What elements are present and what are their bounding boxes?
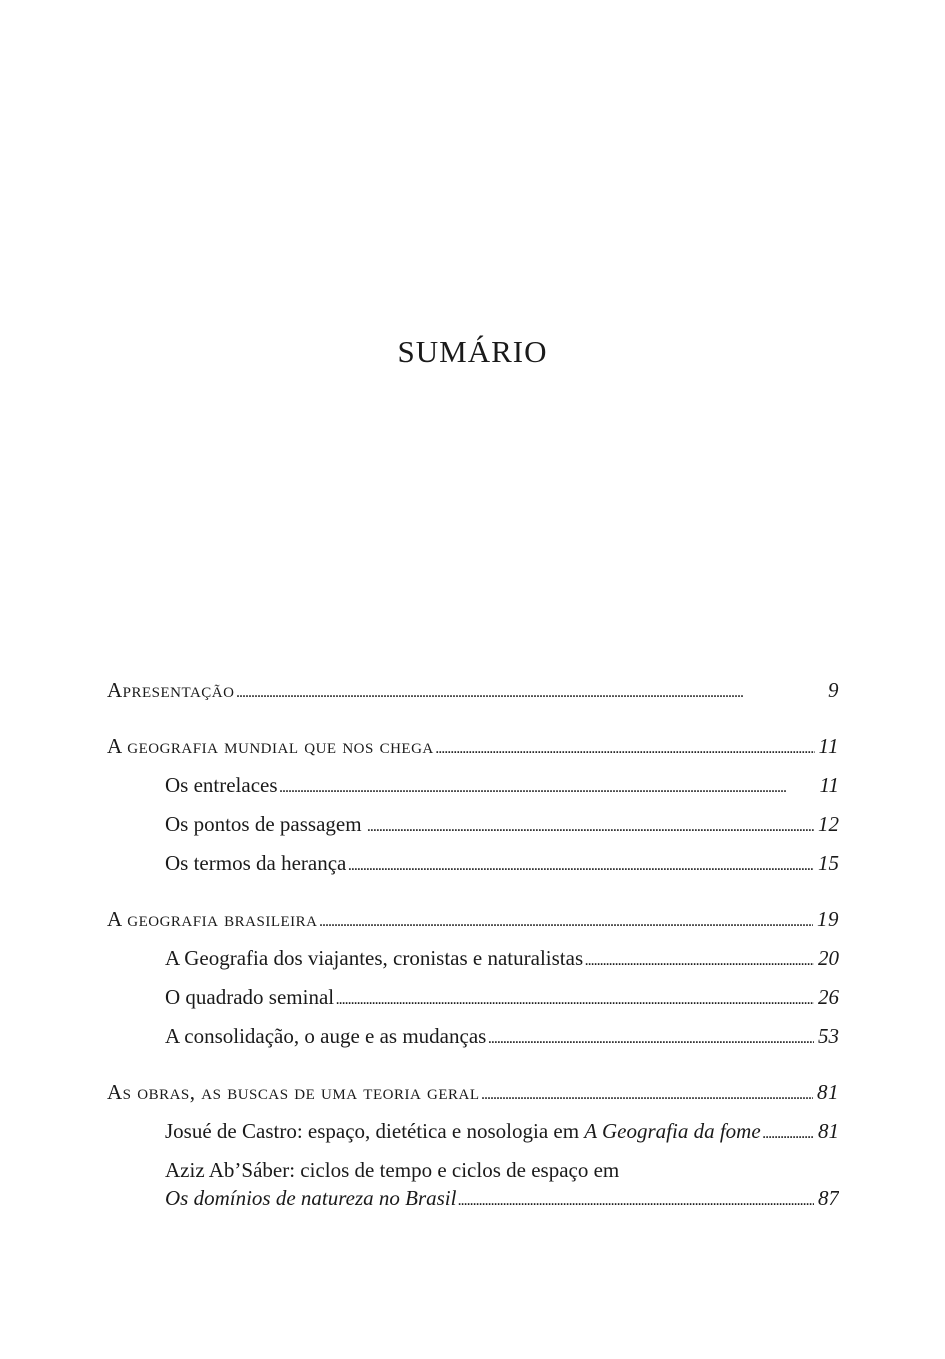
toc-page-number: 20 bbox=[814, 944, 839, 972]
dot-leader bbox=[456, 1186, 839, 1210]
dot-leader bbox=[278, 773, 785, 797]
toc-entry-book-title: Os domínios de natureza no Brasil bbox=[165, 1186, 457, 1210]
toc-entry-label: O quadrado seminal bbox=[165, 985, 335, 1009]
toc-entry-geografia-brasileira[interactable] bbox=[107, 905, 839, 944]
toc-entry-termos-heranca[interactable] bbox=[107, 849, 839, 888]
toc-entry-aziz-absaber[interactable] bbox=[107, 1156, 839, 1228]
toc-entry-apresentacao[interactable] bbox=[107, 676, 839, 715]
toc-page-number: 9 bbox=[824, 676, 839, 704]
toc-entry-label-line2-row bbox=[165, 1184, 839, 1212]
toc-entry-consolidacao[interactable] bbox=[107, 1022, 839, 1061]
dot-leader bbox=[334, 985, 839, 1009]
toc-page-number: 11 bbox=[815, 732, 839, 760]
toc-page-number: 11 bbox=[816, 771, 839, 799]
page-title: SUMÁRIO bbox=[397, 334, 548, 369]
toc-page-number: 12 bbox=[814, 810, 839, 838]
toc-entry-pontos-passagem[interactable] bbox=[107, 810, 839, 849]
toc-page-number: 81 bbox=[813, 1078, 839, 1106]
dot-leader bbox=[434, 734, 839, 758]
toc-entry-label: Os pontos de passagem bbox=[165, 812, 367, 836]
toc-page-number: 15 bbox=[814, 849, 839, 877]
toc-entry-viajantes[interactable] bbox=[107, 944, 839, 983]
toc-entry-entrelaces[interactable] bbox=[107, 771, 839, 810]
toc-page-number: 87 bbox=[814, 1184, 839, 1212]
toc-entry-label-prefix: Josué de Castro: espaço, dietética e nosologia em bbox=[165, 1119, 585, 1143]
toc-entry-label: Os entrelaces bbox=[165, 773, 278, 797]
toc-entry-label: A geografia mundial que nos chega bbox=[107, 734, 434, 758]
dot-leader bbox=[583, 946, 839, 970]
toc-entry-label: A geografia brasileira bbox=[107, 907, 318, 931]
toc-entry-book-title: A Geografia da fome bbox=[584, 1119, 761, 1143]
toc-page-number: 26 bbox=[814, 983, 839, 1011]
toc-entry-label: A Geografia dos viajantes, cronistas e naturalistas bbox=[165, 946, 584, 970]
toc-entry-obras[interactable] bbox=[107, 1078, 839, 1117]
toc-entry-label: Os termos da herança bbox=[165, 851, 347, 875]
dot-leader bbox=[234, 678, 741, 702]
toc-entry-quadrado-seminal[interactable] bbox=[107, 983, 839, 1022]
table-of-contents bbox=[107, 676, 839, 1228]
toc-entry-josue-de-castro[interactable] bbox=[107, 1117, 839, 1156]
dot-leader bbox=[318, 907, 825, 931]
dot-leader bbox=[367, 812, 839, 836]
dot-leader bbox=[480, 1080, 839, 1104]
toc-entry-geografia-mundial[interactable] bbox=[107, 732, 839, 771]
toc-entry-label-line1: Aziz Ab’Sáber: ciclos de tempo e ciclos de espaço em bbox=[165, 1158, 620, 1182]
dot-leader bbox=[346, 851, 839, 875]
toc-page-number: 81 bbox=[814, 1117, 839, 1145]
toc-entry-label: As obras, as buscas de uma teoria geral bbox=[107, 1080, 480, 1104]
toc-page-number: 53 bbox=[814, 1022, 839, 1050]
dot-leader bbox=[486, 1024, 839, 1048]
toc-entry-label: Apresentação bbox=[107, 678, 235, 702]
toc-entry-label bbox=[165, 1119, 761, 1143]
toc-entry-label: A consolidação, o auge e as mudanças bbox=[165, 1024, 487, 1048]
toc-page-number: 19 bbox=[813, 905, 839, 933]
